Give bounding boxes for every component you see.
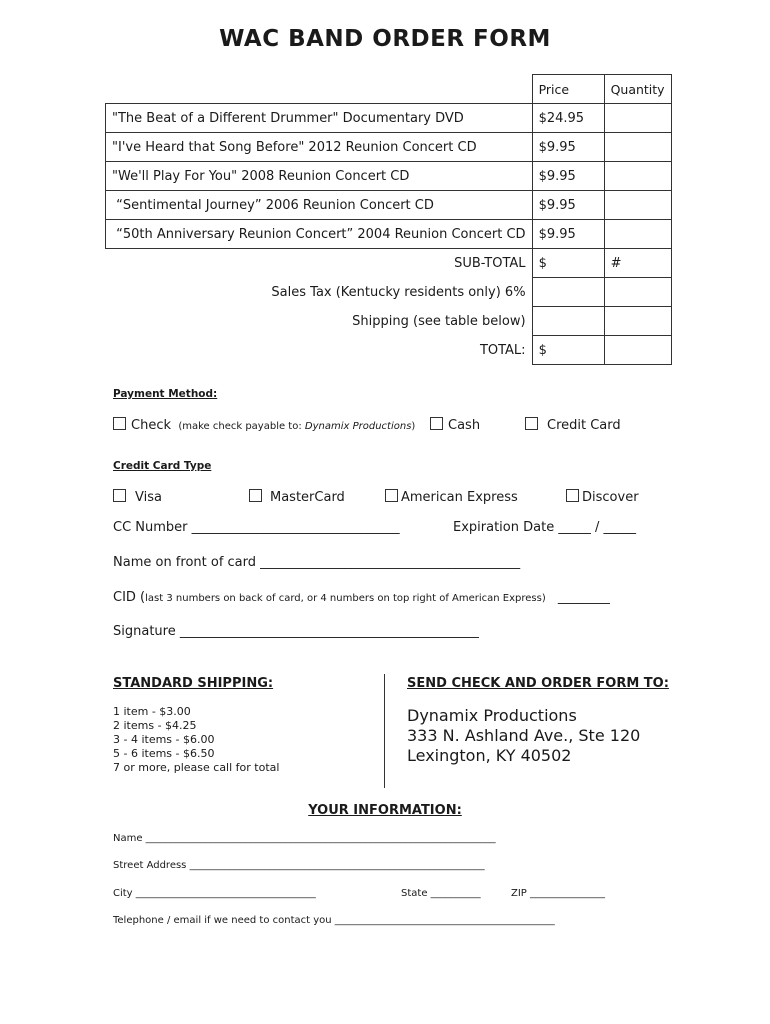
credit-card-label: Credit Card	[547, 418, 621, 433]
cid-label: CID (	[113, 590, 146, 605]
shipping-rates	[113, 705, 279, 775]
total-cell[interactable]: $	[532, 336, 604, 365]
credit-card-option[interactable]	[525, 417, 621, 433]
table-row	[106, 104, 672, 133]
check-payee: Dynamix Productions	[304, 421, 412, 432]
check-note: (make check payable to: Dynamix Productions)	[178, 421, 416, 432]
quantity-cell[interactable]	[604, 191, 671, 220]
shipping-rate-line: 2 items - $4.25	[113, 719, 197, 732]
amex-option[interactable]	[385, 489, 518, 505]
subtotal-qty-cell[interactable]: #	[604, 249, 671, 278]
amex-checkbox[interactable]	[385, 489, 398, 502]
cash-option[interactable]	[430, 417, 480, 433]
shipping-label: Shipping (see table below)	[352, 313, 526, 329]
item-name: "I've Heard that Song Before" 2012 Reunion Concert CD	[106, 133, 533, 162]
state-field[interactable]: State __________	[401, 888, 481, 899]
table-row	[106, 162, 672, 191]
subtotal-row	[106, 249, 672, 278]
street-address-field[interactable]: Street Address ___________________________________________________________	[113, 860, 485, 871]
discover-label: Discover	[582, 490, 639, 505]
table-row	[106, 133, 672, 162]
shipping-qty-cell	[604, 307, 671, 336]
signature-field[interactable]: Signature ______________________________________________	[113, 624, 479, 639]
cc-number-field[interactable]: CC Number ________________________________	[113, 520, 400, 535]
subtotal-price-cell[interactable]: $	[532, 249, 604, 278]
visa-label: Visa	[135, 490, 162, 505]
total-qty-cell	[604, 336, 671, 365]
shipping-row	[106, 307, 672, 336]
shipping-rate-line: 5 - 6 items - $6.50	[113, 747, 215, 760]
quantity-cell[interactable]	[604, 104, 671, 133]
mailing-address	[407, 706, 640, 766]
name-field[interactable]: Name ______________________________________________________________________	[113, 833, 496, 844]
check-label: Check	[131, 418, 171, 433]
mastercard-label: MasterCard	[270, 490, 345, 505]
item-name: “Sentimental Journey” 2006 Reunion Concert CD	[106, 191, 533, 220]
shipping-cell[interactable]	[532, 307, 604, 336]
payment-method-heading: Payment Method:	[113, 388, 218, 400]
amex-label: American Express	[401, 490, 518, 505]
item-name: "The Beat of a Different Drummer" Documentary DVD	[106, 104, 533, 133]
cid-field[interactable]	[113, 590, 610, 605]
item-price: $9.95	[532, 191, 604, 220]
item-price: $9.95	[532, 133, 604, 162]
discover-option[interactable]	[566, 489, 639, 505]
subtotal-label: SUB-TOTAL	[454, 255, 526, 271]
visa-option[interactable]	[113, 489, 162, 505]
expiration-field[interactable]: Expiration Date _____ / _____	[453, 520, 636, 535]
cash-checkbox[interactable]	[430, 417, 443, 430]
shipping-heading: STANDARD SHIPPING:	[113, 676, 274, 691]
send-to-heading: SEND CHECK AND ORDER FORM TO:	[407, 676, 669, 691]
tax-cell[interactable]	[532, 278, 604, 307]
tax-label: Sales Tax (Kentucky residents only) 6%	[271, 284, 526, 300]
shipping-rate-line: 1 item - $3.00	[113, 705, 191, 718]
card-type-heading: Credit Card Type	[113, 460, 212, 472]
cid-blank[interactable]: ________	[557, 590, 610, 605]
order-table	[105, 74, 672, 365]
phone-email-field[interactable]: Telephone / email if we need to contact you ____________________________________________	[113, 915, 555, 926]
item-price: $24.95	[532, 104, 604, 133]
tax-row	[106, 278, 672, 307]
total-row	[106, 336, 672, 365]
cid-note: last 3 numbers on back of card, or 4 numbers on top right of American Express)	[145, 593, 546, 604]
item-price: $9.95	[532, 220, 604, 249]
item-name: “50th Anniversary Reunion Concert” 2004 Reunion Concert CD	[106, 220, 533, 249]
mastercard-checkbox[interactable]	[249, 489, 262, 502]
cash-label: Cash	[448, 418, 481, 433]
address-line: Dynamix Productions	[407, 706, 577, 725]
credit-card-checkbox[interactable]	[525, 417, 538, 430]
discover-checkbox[interactable]	[566, 489, 579, 502]
shipping-rate-line: 7 or more, please call for total	[113, 761, 280, 774]
column-divider	[384, 674, 385, 788]
shipping-rate-line: 3 - 4 items - $6.00	[113, 733, 215, 746]
check-option[interactable]	[113, 417, 415, 433]
form-title: WAC BAND ORDER FORM	[219, 26, 551, 52]
mastercard-option[interactable]	[249, 489, 345, 505]
address-line: 333 N. Ashland Ave., Ste 120	[407, 726, 641, 745]
city-field[interactable]: City ____________________________________	[113, 888, 316, 899]
name-on-card-field[interactable]: Name on front of card ________________________________________	[113, 555, 521, 570]
quantity-cell[interactable]	[604, 162, 671, 191]
total-label: TOTAL:	[479, 342, 526, 358]
address-line: Lexington, KY 40502	[407, 746, 572, 765]
tax-qty-cell	[604, 278, 671, 307]
zip-field[interactable]: ZIP _______________	[511, 888, 606, 899]
table-row	[106, 191, 672, 220]
visa-checkbox[interactable]	[113, 489, 126, 502]
check-checkbox[interactable]	[113, 417, 126, 430]
item-name: "We'll Play For You" 2008 Reunion Concert CD	[106, 162, 533, 191]
item-price: $9.95	[532, 162, 604, 191]
your-info-heading: YOUR INFORMATION:	[308, 803, 462, 818]
price-header: Price	[532, 75, 604, 104]
quantity-cell[interactable]	[604, 133, 671, 162]
table-row	[106, 220, 672, 249]
quantity-header: Quantity	[604, 75, 671, 104]
quantity-cell[interactable]	[604, 220, 671, 249]
